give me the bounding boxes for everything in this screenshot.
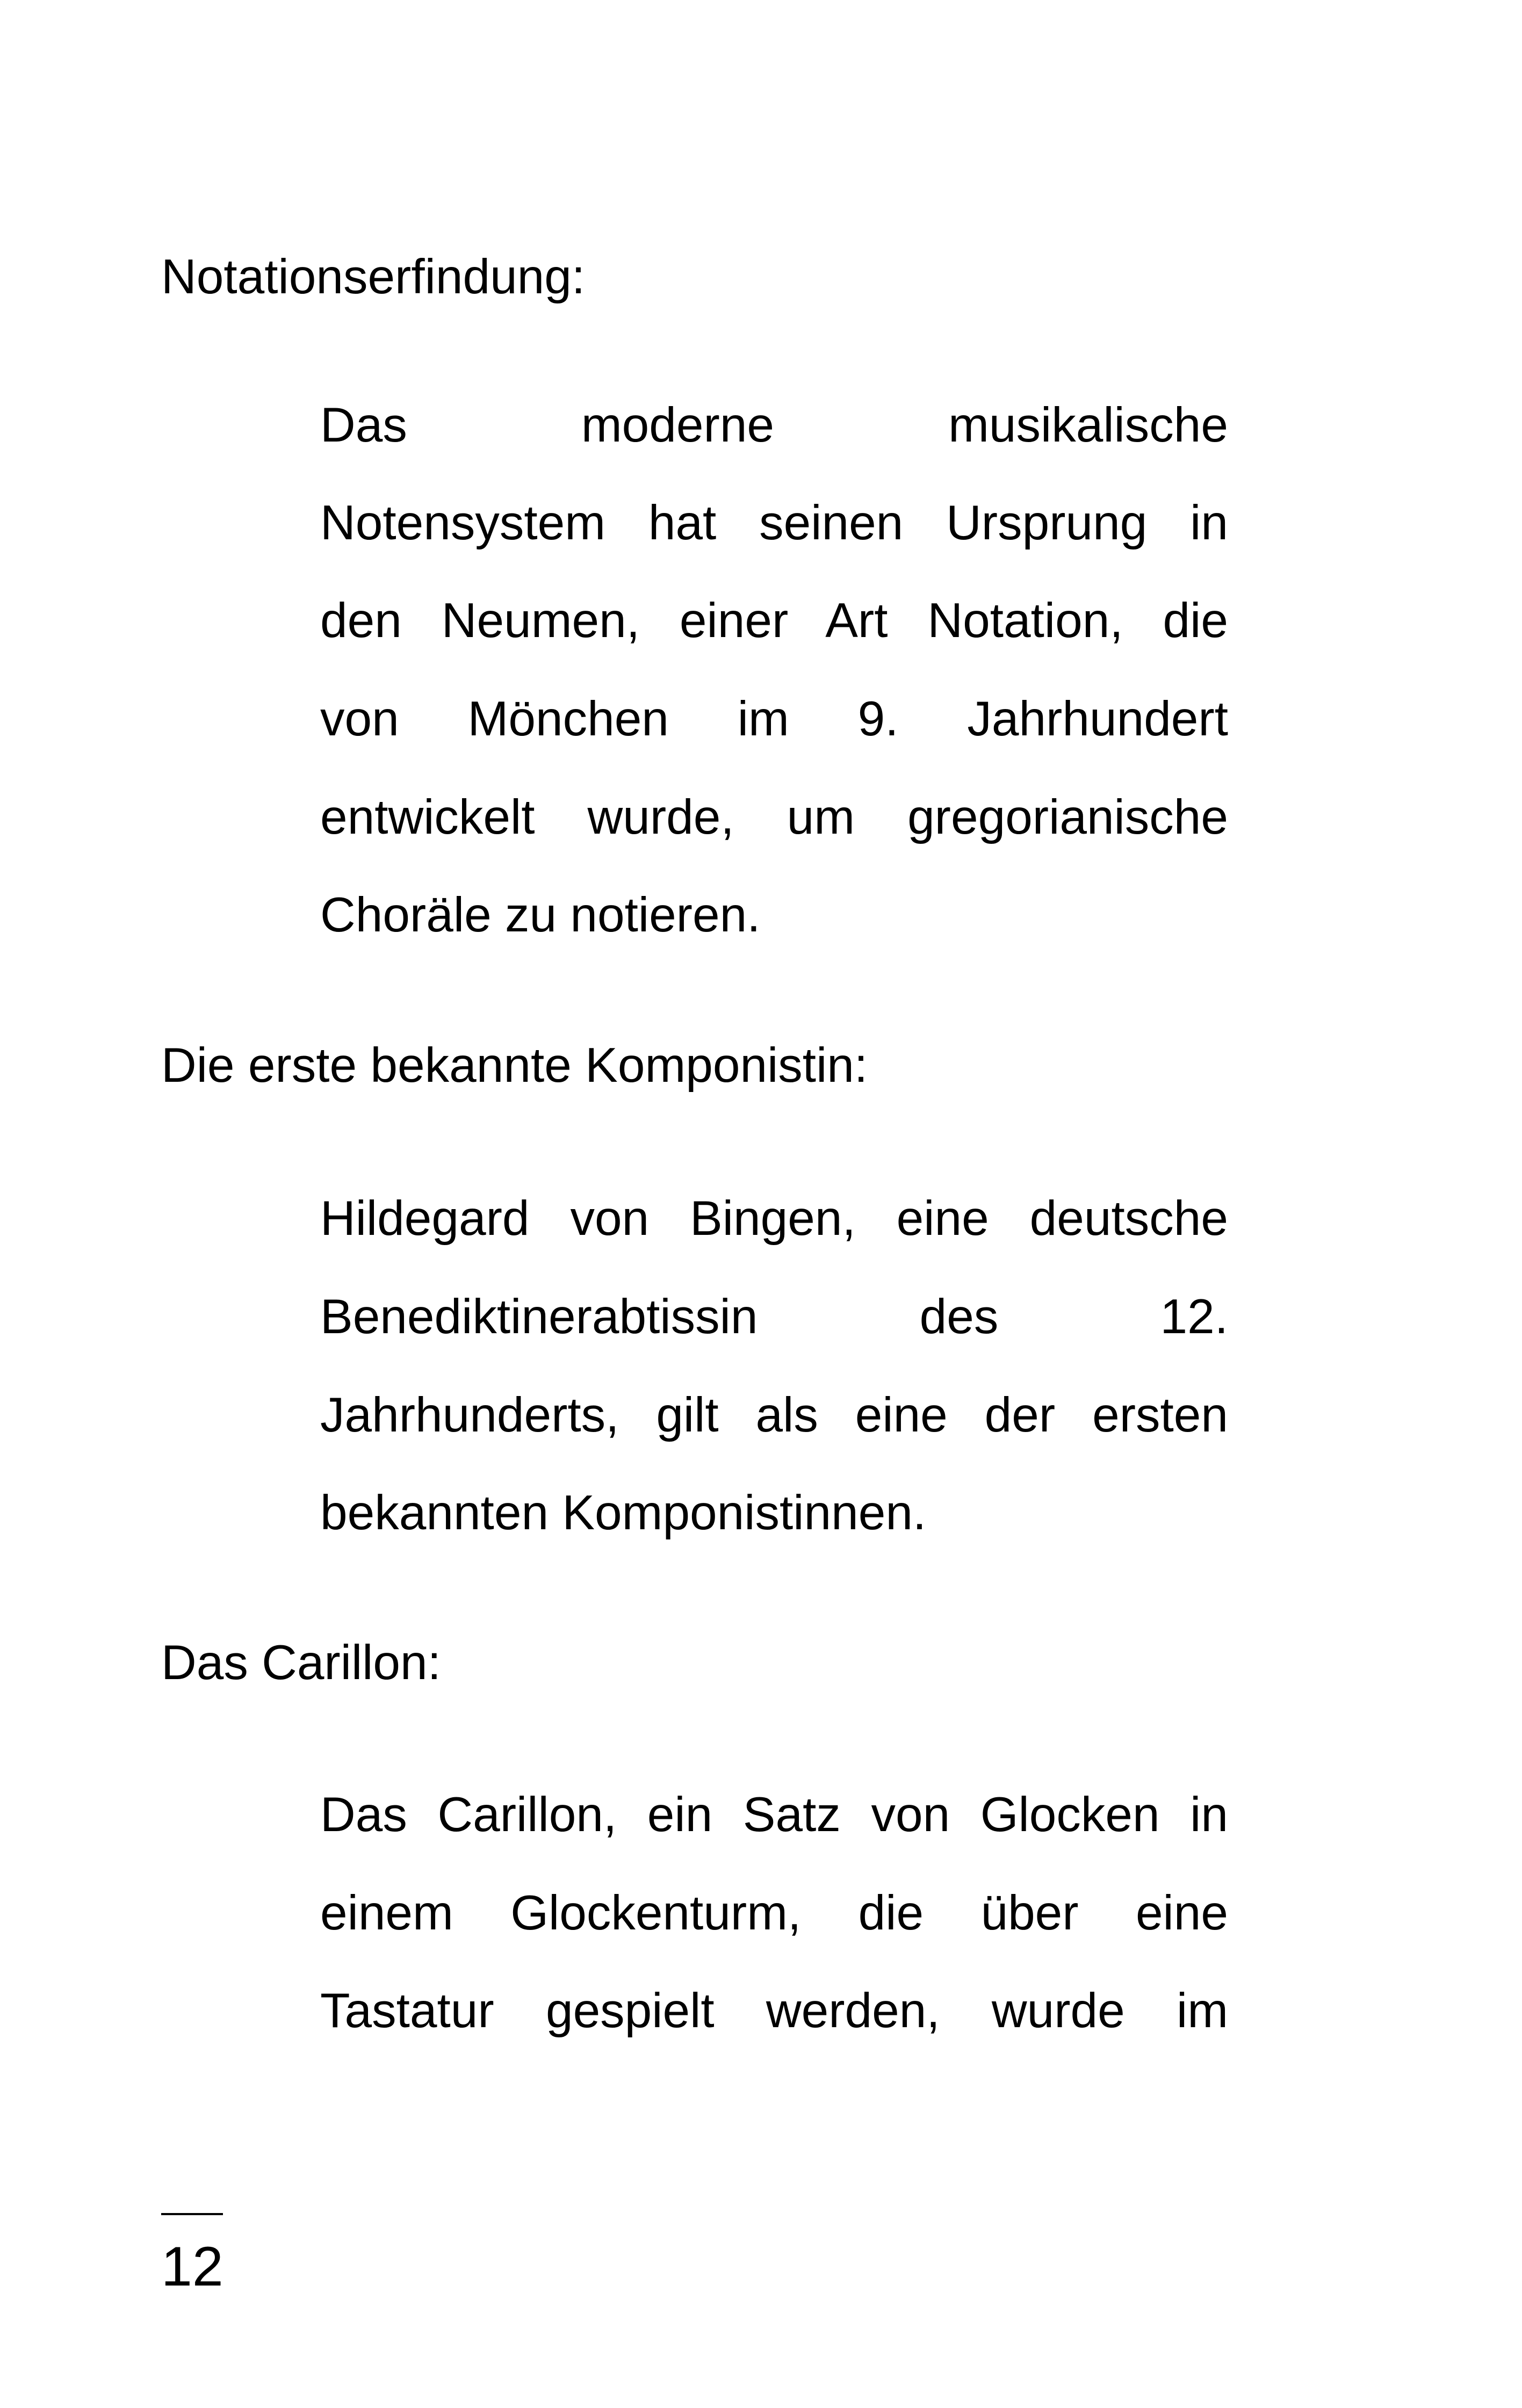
- paragraph-line: Hildegard von Bingen, eine deutsche: [320, 1191, 1228, 1246]
- section-heading-carillon: Das Carillon:: [161, 1636, 441, 1690]
- paragraph-line: den Neumen, einer Art Notation, die: [320, 594, 1228, 648]
- paragraph-line: Tastatur gespielt werden, wurde im: [320, 1984, 1228, 2038]
- paragraph-line: einem Glockenturm, die über eine: [320, 1886, 1228, 1940]
- section-heading-notation: Notationserfindung:: [161, 250, 586, 304]
- page-number: 12: [161, 2236, 223, 2298]
- footer-rule: [161, 2213, 223, 2215]
- paragraph-line: Choräle zu notieren.: [320, 888, 761, 942]
- paragraph-line: Das Carillon, ein Satz von Glocken in: [320, 1788, 1228, 1842]
- paragraph-line: Notensystem hat seinen Ursprung in: [320, 496, 1228, 550]
- paragraph-line: entwickelt wurde, um gregorianische: [320, 790, 1228, 844]
- paragraph-line: von Mönchen im 9. Jahrhundert: [320, 692, 1228, 746]
- paragraph-line: bekannten Komponistinnen.: [320, 1486, 927, 1540]
- section-heading-composer: Die erste bekannte Komponistin:: [161, 1038, 868, 1093]
- paragraph-line: Jahrhunderts, gilt als eine der ersten: [320, 1388, 1228, 1442]
- paragraph-line: Das moderne musikalische: [320, 398, 1228, 452]
- paragraph-line: Benediktinerabtissin des 12.: [320, 1290, 1228, 1344]
